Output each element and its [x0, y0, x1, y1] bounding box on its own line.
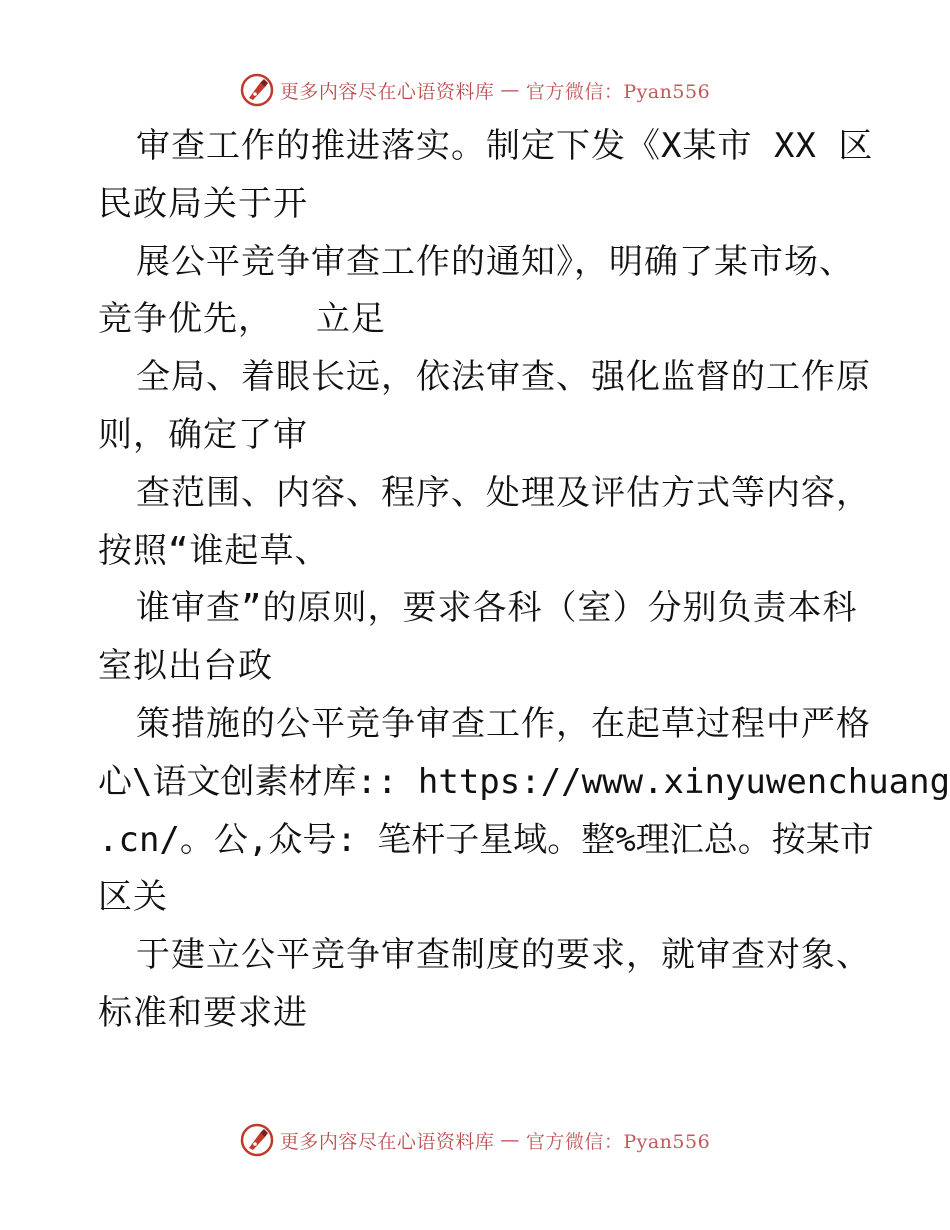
body-line: 室拟出台政 — [98, 646, 273, 687]
banner-dash: — — [500, 1129, 520, 1151]
pen-nib-logo-icon — [240, 1123, 274, 1157]
banner-wechat-id: 官方微信：Pyan556 — [525, 1130, 711, 1153]
banner-title: 更多内容尽在心语资料库 — [279, 1130, 495, 1153]
banner-title: 更多内容尽在心语资料库 — [279, 80, 495, 103]
body-line: 全局、着眼长远，依法审查、强化监督的工作原 — [136, 357, 871, 398]
body-line: 审查工作的推进落实。制定下发《X某市 XX 区 — [136, 126, 874, 166]
body-line: 于建立公平竞争审查制度的要求，就审查对象、 — [136, 935, 871, 976]
body-line: 查范围、内容、程序、处理及评估方式等内容， — [136, 472, 871, 513]
body-line: 策措施的公平竞争审查工作，在起草过程中严格 — [136, 703, 871, 744]
body-line: .cn/。公,众号: 笔杆子星域。整%理汇总。按某市 — [98, 819, 874, 860]
body-line: 展公平竞争审查工作的通知》，明确了某市场、 — [136, 241, 854, 282]
body-line: 按照“谁起草、 — [98, 530, 330, 571]
body-line: 心\语文创素材库:: https://www.xinyuwenchuang — [98, 761, 950, 802]
body-line: 竞争优先， 立足 — [98, 299, 386, 340]
banner-dash: — — [500, 79, 520, 101]
body-line: 标准和要求进 — [98, 992, 308, 1033]
footer-banner — [0, 1120, 950, 1160]
pen-nib-logo-icon — [240, 73, 274, 107]
body-line: 区关 — [98, 877, 168, 918]
header-banner — [0, 70, 950, 110]
body-line: 则，确定了审 — [98, 414, 308, 455]
document-body — [98, 118, 950, 1043]
body-line: 谁审查”的原则，要求各科（室）分别负责本科 — [136, 588, 858, 629]
body-line: 民政局关于开 — [98, 183, 308, 224]
banner-wechat-id: 官方微信：Pyan556 — [525, 80, 711, 103]
